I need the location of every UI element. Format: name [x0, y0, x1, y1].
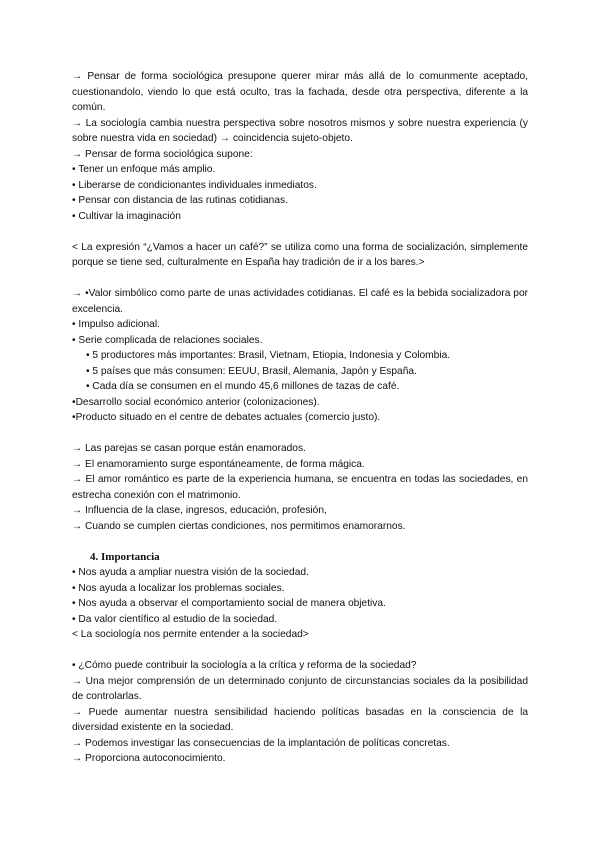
section-heading: 4. Importancia: [90, 550, 160, 563]
paragraph: → La sociología cambia nuestra perspectiva sobre nosotros mismos y sobre nuestra experiencia (y sobre nuestra vida en sociedad) → coincidencia sujeto-objeto.: [72, 117, 528, 144]
text-line: → Proporciona autoconocimiento.: [72, 753, 226, 764]
list-item: • Da valor científico al estudio de la sociedad.: [72, 613, 278, 625]
paragraph: → Puede aumentar nuestra sensibilidad haciendo políticas basadas en la consciencia de la diversidad existente en la sociedad.: [72, 706, 528, 733]
text-line: → Podemos investigar las consecuencias de la implantación de políticas concretas.: [72, 737, 450, 749]
sub-list-item: • Cada día se consumen en el mundo 45,6 millones de tazas de café.: [86, 381, 400, 392]
text-line: → Pensar de forma sociológica supone:: [72, 148, 253, 160]
text-line: → Las parejas se casan porque están enamorados.: [72, 443, 306, 454]
list-item: •Producto situado en el centre de debates actuales (comercio justo).: [72, 412, 381, 423]
list-item: • Tener un enfoque más amplio.: [72, 164, 216, 175]
paragraph: → El amor romántico es parte de la experiencia humana, se encuentra en todas las sociedades, en estrecha conexión con el matrimonio.: [72, 474, 528, 501]
paragraph: → Pensar de forma sociológica presupone querer mirar más allá de lo comunmente aceptado, cuestionandolo, viendo lo que está oculto, tras la fachada, desde otra perspectiva, diferente a la común.: [72, 71, 528, 113]
paragraph: < La expresión “¿Vamos a hacer un café?” se utiliza como una forma de socialización, simplemente porque se tiene sed, culturalmente en España hay tradición de ir a los bares.>: [72, 241, 528, 268]
text-line: • ¿Cómo puede contribuir la sociología a la crítica y reforma de la sociedad?: [72, 660, 417, 671]
list-item: •Desarrollo social económico anterior (colonizaciones).: [72, 396, 320, 408]
paragraph: → •Valor simbólico como parte de unas actividades cotidianas. El café es la bebida socializadora por excelencia.: [72, 288, 528, 315]
list-item: • Cultivar la imaginación: [72, 210, 181, 222]
list-item: • Serie complicada de relaciones sociales.: [72, 334, 263, 346]
list-item: • Nos ayuda a localizar los problemas sociales.: [72, 582, 285, 594]
text-line: → El enamoramiento surge espontáneamente, de forma mágica.: [72, 458, 365, 470]
list-item: • Liberarse de condicionantes individuales inmediatos.: [72, 179, 317, 191]
list-item: • Impulso adicional.: [72, 319, 160, 330]
list-item: • Nos ayuda a observar el comportamiento social de manera objetiva.: [72, 598, 386, 609]
text-line: → Influencia de la clase, ingresos, educación, profesión,: [72, 505, 327, 516]
document-page: [72, 69, 528, 767]
sub-list-item: • 5 países que más consumen: EEUU, Brasil, Alemania, Japón y España.: [86, 365, 417, 377]
list-item: • Pensar con distancia de las rutinas cotidianas.: [72, 195, 288, 206]
paragraph: → Una mejor comprensión de un determinado conjunto de circunstancias sociales da la posibilidad de controlarlas.: [72, 675, 528, 702]
note-line: < La sociología nos permite entender a la sociedad>: [72, 629, 309, 640]
text-line: → Cuando se cumplen ciertas condiciones, nos permitimos enamorarnos.: [72, 520, 406, 532]
sub-list-item: • 5 productores más importantes: Brasil, Vietnam, Etiopia, Indonesia y Colombia.: [86, 350, 451, 361]
list-item: • Nos ayuda a ampliar nuestra visión de la sociedad.: [72, 567, 309, 578]
